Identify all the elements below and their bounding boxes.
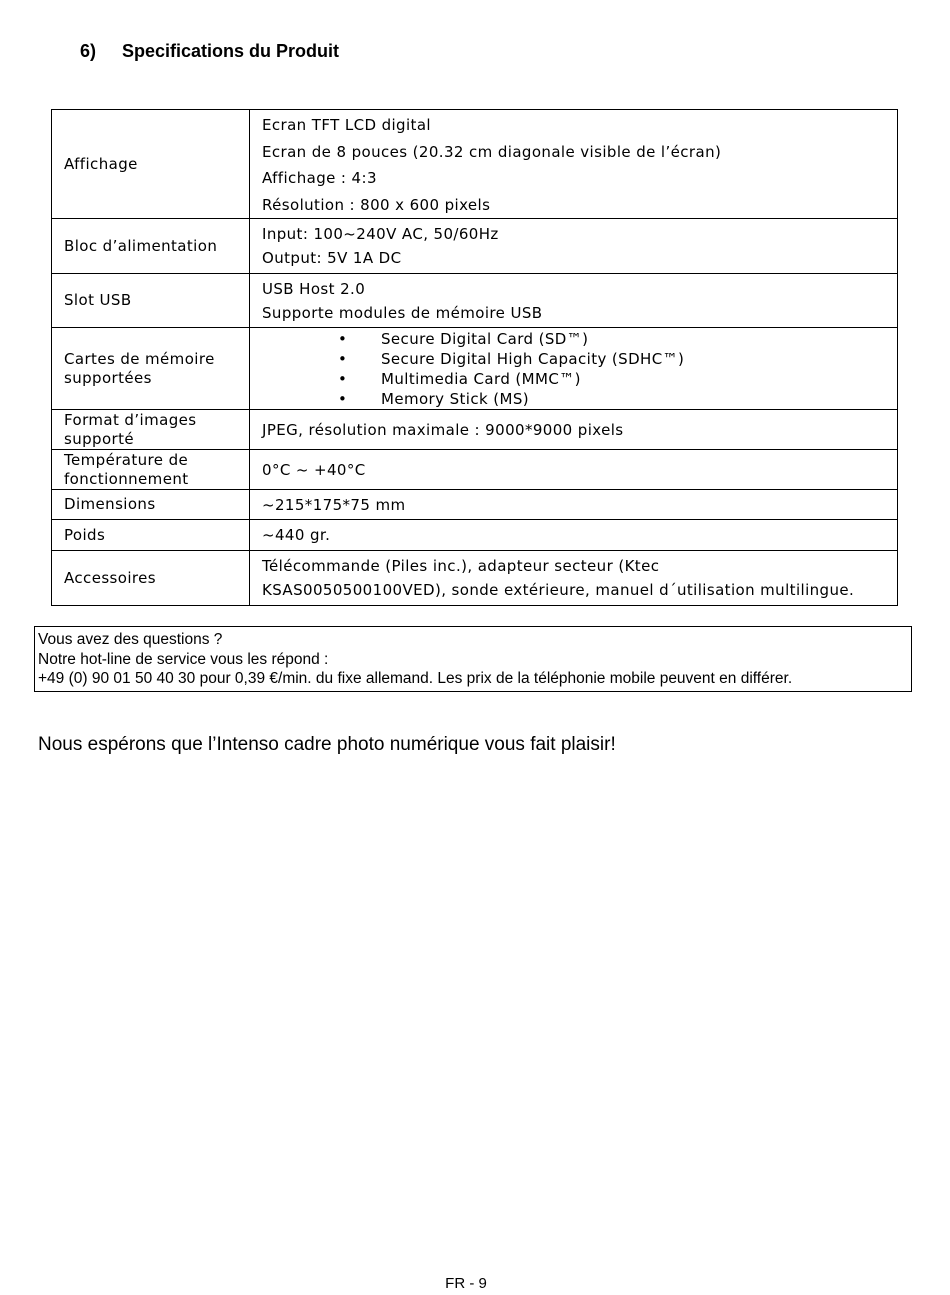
spec-value	[250, 274, 898, 328]
card-list-item: • Secure Digital High Capacity (SDHC™)	[262, 349, 885, 369]
spec-row-image-format	[52, 410, 898, 450]
spec-value	[250, 219, 898, 274]
spec-value-line: Résolution : 800 x 600 pixels	[262, 195, 491, 214]
hotline-number: +49 (0) 90 01 50 40 30 pour 0,39 €/min. du fixe allemand. Les prix de la téléphonie mobile peuvent en différer.	[38, 670, 793, 687]
spec-row-accessories	[52, 551, 898, 606]
hotline-box	[34, 626, 912, 692]
hotline-question: Vous avez des questions ?	[38, 631, 223, 648]
spec-label: Affichage	[52, 110, 250, 219]
hotline-intro: Notre hot-line de service vous les répond :	[38, 650, 329, 668]
spec-label: Accessoires	[52, 551, 250, 606]
page-number: FR - 9	[445, 1275, 487, 1292]
spec-value-line: Ecran de 8 pouces (20.32 cm diagonale visible de l’écran)	[262, 142, 722, 161]
spec-row-temperature	[52, 450, 898, 490]
spec-label: Dimensions	[52, 490, 250, 520]
closing-message: Nous espérons que l’Intenso cadre photo numérique vous fait plaisir!	[38, 734, 616, 755]
spec-value-line: Output: 5V 1A DC	[262, 249, 402, 267]
spec-row-weight	[52, 520, 898, 551]
spec-value: JPEG, résolution maximale : 9000*9000 pixels	[250, 410, 898, 450]
spec-label: Cartes de mémoire supportées	[52, 328, 250, 410]
spec-value-line: KSAS0050500100VED), sonde extérieure, manuel d´utilisation multilingue.	[262, 581, 855, 599]
spec-value-line: Télécommande (Piles inc.), adapteur secteur (Ktec	[262, 557, 660, 575]
card-list	[262, 329, 885, 409]
spec-value-line: Supporte modules de mémoire USB	[262, 303, 543, 322]
spec-label: Bloc d’alimentation	[52, 219, 250, 274]
section-title: Specifications du Produit	[122, 41, 340, 61]
spec-row-usb	[52, 274, 898, 328]
spec-value-line: Ecran TFT LCD digital	[262, 116, 431, 134]
card-list-item: • Memory Stick (MS)	[262, 389, 885, 409]
spec-value: ~215*175*75 mm	[250, 490, 898, 520]
spec-label: Format d’images supporté	[52, 410, 250, 450]
section-number: 6)	[80, 41, 97, 61]
card-list-item: • Multimedia Card (MMC™)	[262, 369, 885, 389]
spec-value	[250, 551, 898, 606]
spec-label: Température de fonctionnement	[52, 450, 250, 490]
spec-value-line: Input: 100~240V AC, 50/60Hz	[262, 225, 499, 243]
spec-value	[250, 328, 898, 410]
spec-value: ~440 gr.	[250, 520, 898, 551]
spec-value-line: USB Host 2.0	[262, 279, 366, 298]
spec-row-dimensions	[52, 490, 898, 520]
spec-row-cards	[52, 328, 898, 410]
spec-value: 0°C ~ +40°C	[250, 450, 898, 490]
spec-value	[250, 110, 898, 219]
spec-row-power	[52, 219, 898, 274]
spec-label: Poids	[52, 520, 250, 551]
section-heading	[80, 41, 339, 62]
spec-row-display	[52, 110, 898, 219]
spec-label: Slot USB	[52, 274, 250, 328]
card-list-item: • Secure Digital Card (SD™)	[262, 329, 885, 349]
specifications-table	[51, 109, 898, 606]
spec-value-line: Affichage : 4:3	[262, 169, 377, 187]
